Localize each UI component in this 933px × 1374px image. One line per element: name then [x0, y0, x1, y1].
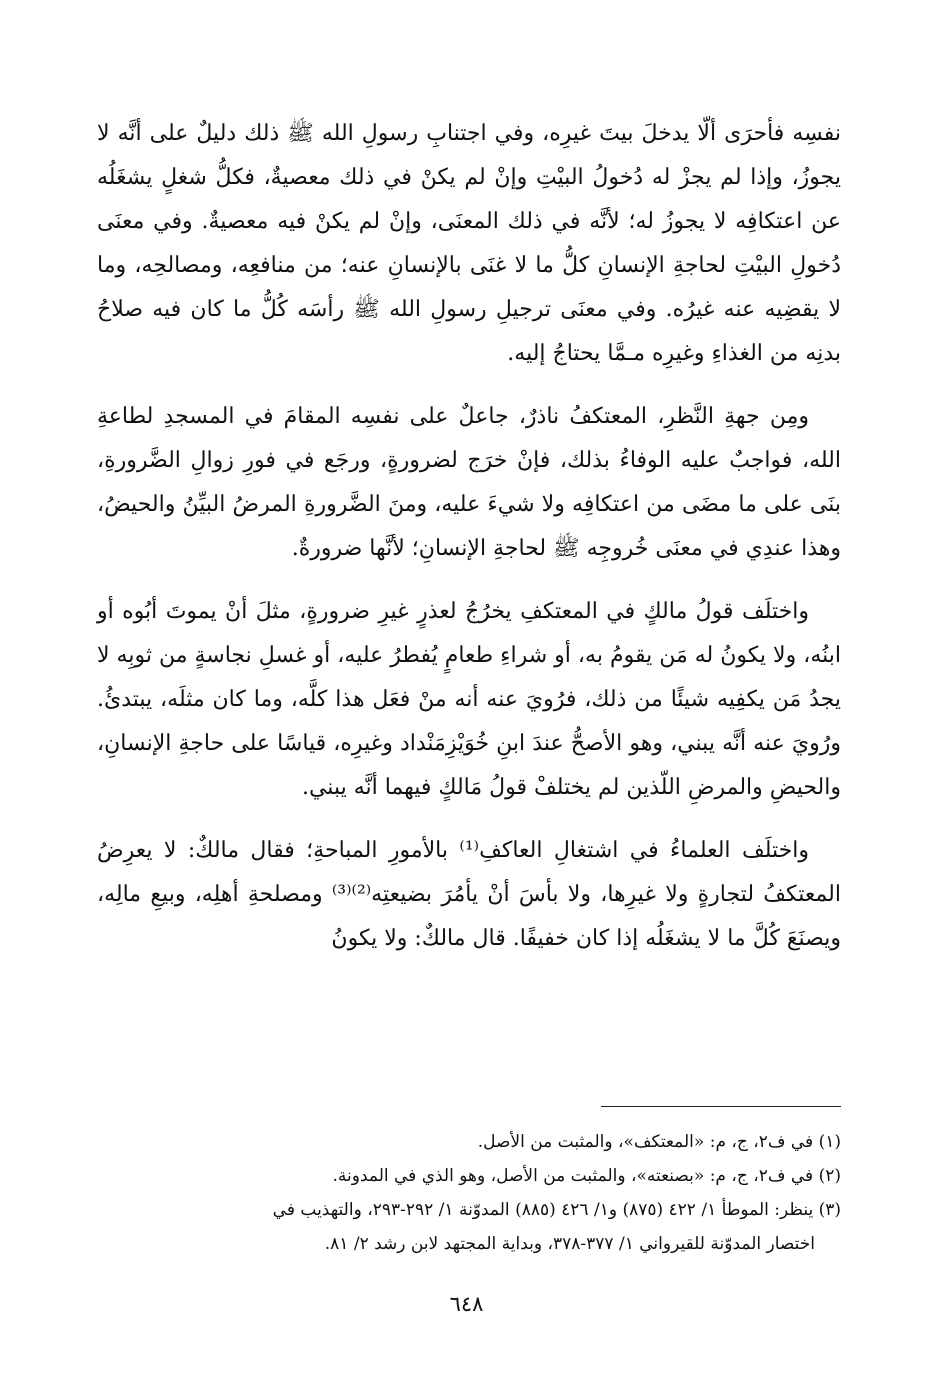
footnotes-block: [97, 1125, 841, 1261]
page-number: ٦٤٨: [449, 1292, 484, 1316]
footnote-continuation: اختصار المدوّنة للقيرواني ١/ ٣٧٧-٣٧٨، وبداية المجتهد لابن رشد ٢/ ٨١.: [324, 1234, 815, 1254]
body-paragraph: واختلَف قولُ مالكٍ في المعتكفِ يخرُجُ لعذرٍ غيرِ ضرورةٍ، مثلَ أنْ يموتَ أبُوه أو ابنُه، ولا يكونُ له مَن يقومُ به، أو شراءِ طعامٍ يُفطرُ عليه، أو غسلِ نجاسةٍ من ثوبِه لا يجدُ مَن يكفِيه شيئًا من ذلك، فرُويَ عنه أنه منْ فعَل هذا كلَّه، وما كان مثلَه، يبتدئُ. ورُويَ عنه أنَّه يبني، وهو الأصحُّ عندَ ابنِ خُوَيْزِمَنْداد وغيرِه، قياسًا على حاجةِ الإنسانِ، والحيضِ والمرضِ اللّذين لم يختلفْ قولُ مَالكٍ فيهما أنَّه يبني.: [97, 599, 841, 800]
footnote: (٢) في ف٢، ج، م: «بصنعته»، والمثبت من الأصل، وهو الذي في المدونة.: [332, 1166, 841, 1186]
footnote-separator: [601, 1106, 841, 1107]
body-paragraph: نفسِه فأحرَى ألّا يدخلَ بيتَ غيرِه، وفي اجتنابِ رسولِ الله ﷺ ذلك دليلٌ على أنَّه لا يجوزُ، وإذا لم يجزْ له دُخولُ البيْتِ وإنْ لم يكنْ في ذلك معصيةٌ، فكلُّ شغلٍ يشغَلُه عن اعتكافِه لا يجوزُ له؛ لأنَّه في ذلك المعنَى، وإنْ لم يكنْ فيه معصيةٌ. وفي معنَى دُخولِ البيْتِ لحاجةِ الإنسانِ كلُّ ما لا غنَى بالإنسانِ عنه؛ من منافعِه، ومصالحِه، وما لا يقضِيه عنه غيرُه. وفي معنَى ترجيلِ رسولِ الله ﷺ رأسَه كُلُّ ما كان فيه صلاحُ بدنِه من الغذاءِ وغيرِه مـمَّا يحتاجُ إليه.: [97, 121, 841, 366]
footnote: (١) في ف٢، ج، م: «المعتكف»، والمثبت من الأصل.: [477, 1132, 841, 1152]
main-text-block: [97, 112, 841, 980]
body-paragraph: واختلَف العلماءُ في اشتغالِ العاكفِ⁽¹⁾ بالأمورِ المباحةِ؛ فقال مالكٌ: لا يعرِضُ المعتكفُ لتجارةٍ ولا غيرِها، ولا بأسَ أنْ يأمُرَ بضيعتِه⁽²⁾⁽³⁾ ومصلحةِ أهلِه، وبيعِ مالِه، ويصنَعَ كُلَّ ما لا يشغَلُه إذا كان خفيفًا. قال مالكٌ: ولا يكونُ: [97, 838, 841, 951]
footnote: (٣) ينظر: الموطأ ١/ ٤٢٢ (٨٧٥) و١/ ٤٢٦ (٨٨٥) المدوّنة ١/ ٢٩٢-٢٩٣، والتهذيب في: [272, 1200, 841, 1220]
body-paragraph: ومِن جهةِ النَّظرِ، المعتكفُ ناذرٌ، جاعلٌ على نفسِه المقامَ في المسجدِ لطاعةِ الله، فواجبٌ عليه الوفاءُ بذلك، فإنْ خرَج لضرورةٍ، ورجَع في فورِ زوالِ الضَّرورةِ، بنَى على ما مضَى من اعتكافِه ولا شيءَ عليه، ومنَ الضَّرورةِ المرضُ البيِّنُ والحيضُ، وهذا عندِي في معنَى خُروجِه ﷺ لحاجةِ الإنسانِ؛ لأنَّها ضرورةٌ.: [97, 404, 841, 561]
